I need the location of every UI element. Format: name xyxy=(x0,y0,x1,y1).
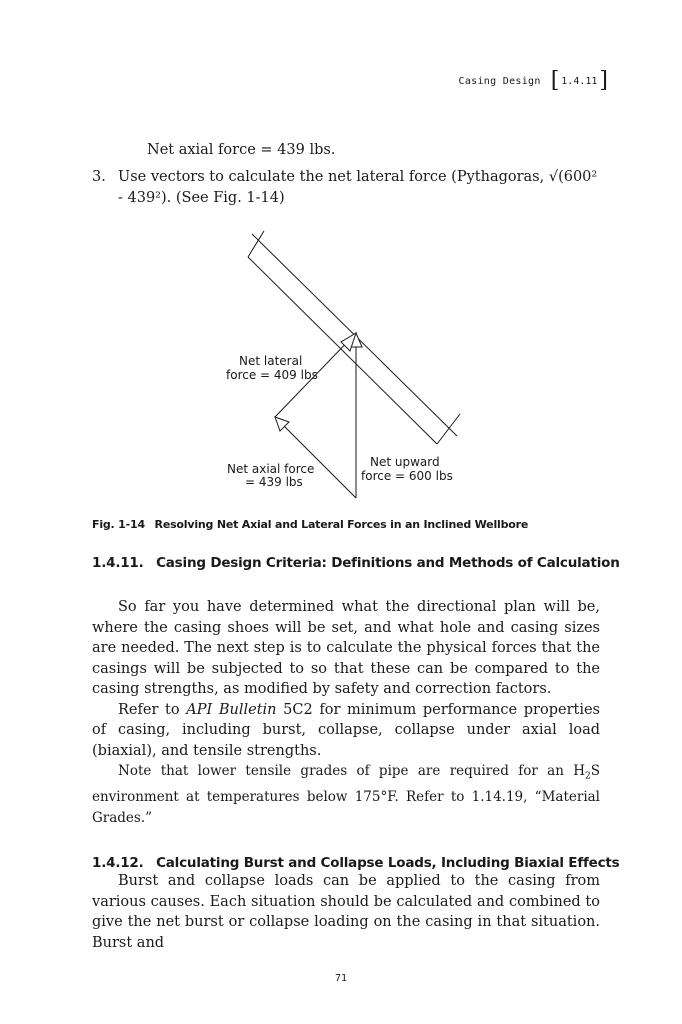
net-axial-label-2: = 439 lbs xyxy=(245,475,303,489)
paragraph-text: Note that lower tensile grades of pipe are required for an H xyxy=(118,763,586,779)
right-bracket: ] xyxy=(599,68,608,93)
running-head-title: Casing Design xyxy=(458,75,541,87)
paragraph-text: Refer to xyxy=(118,701,187,718)
paragraph-text: S environment at temperatures below 175°F. Refer to 1.14.19, “Material Grades.” xyxy=(92,763,600,826)
net-upward-label-1: Net upward xyxy=(370,455,440,469)
section-title: Casing Design Criteria: Definitions and Methods of Calculation xyxy=(156,555,620,571)
paragraph xyxy=(92,700,600,762)
section-number: 1.4.12. xyxy=(92,855,144,871)
figure-caption-text: Resolving Net Axial and Lateral Forces in an Inclined Wellbore xyxy=(154,518,529,531)
subscript: 2 xyxy=(585,771,591,782)
paragraph-text: 5C2 for minimum performance properties of casing, including burst, collapse, collapse under axial load (biaxial), and tensile strengths. xyxy=(92,701,600,759)
list-item-text: Use vectors to calculate the net lateral force (Pythagoras, √(600² - 439²). (See Fig. 1-14) xyxy=(118,169,598,206)
page-number: 71 xyxy=(334,973,348,984)
section-title: Calculating Burst and Collapse Loads, Including Biaxial Effects xyxy=(156,855,620,871)
figure-number: Fig. 1-14 xyxy=(92,518,145,531)
list-item-number: 3. xyxy=(92,169,106,185)
section-body xyxy=(92,597,600,828)
paragraph xyxy=(92,761,600,828)
section-heading xyxy=(92,555,620,571)
left-bracket: [ xyxy=(550,68,560,93)
net-lateral-label-2: force = 409 lbs xyxy=(226,368,318,382)
running-head-section: 1.4.11 xyxy=(561,75,598,87)
paragraph: Burst and collapse loads can be applied to the casing from various causes. Each situation should be calculated and combined to give the net burst or collapse loading on the casing in that situation. Burst and xyxy=(92,873,600,951)
figure-caption xyxy=(92,518,528,531)
net-lateral-label-1: Net lateral xyxy=(239,354,303,368)
section-body xyxy=(92,871,600,953)
net-axial-line: Net axial force = 439 lbs. xyxy=(147,142,336,158)
wellbore-cap-bottom xyxy=(437,414,460,444)
publication-title: API Bulletin xyxy=(186,701,277,718)
paragraph: So far you have determined what the directional plan will be, where the casing shoes will be set, and what hole and casing sizes are needed. The next step is to calculate the physical forces that the casings will be subjected to so that these can be compared to the casing strengths, as modified by safety and correction factors. xyxy=(92,599,600,697)
net-upward-label-2: force = 600 lbs xyxy=(361,469,453,483)
section-number: 1.4.11. xyxy=(92,555,144,571)
net-axial-label-1: Net axial force xyxy=(227,462,315,476)
section-heading xyxy=(92,855,620,871)
